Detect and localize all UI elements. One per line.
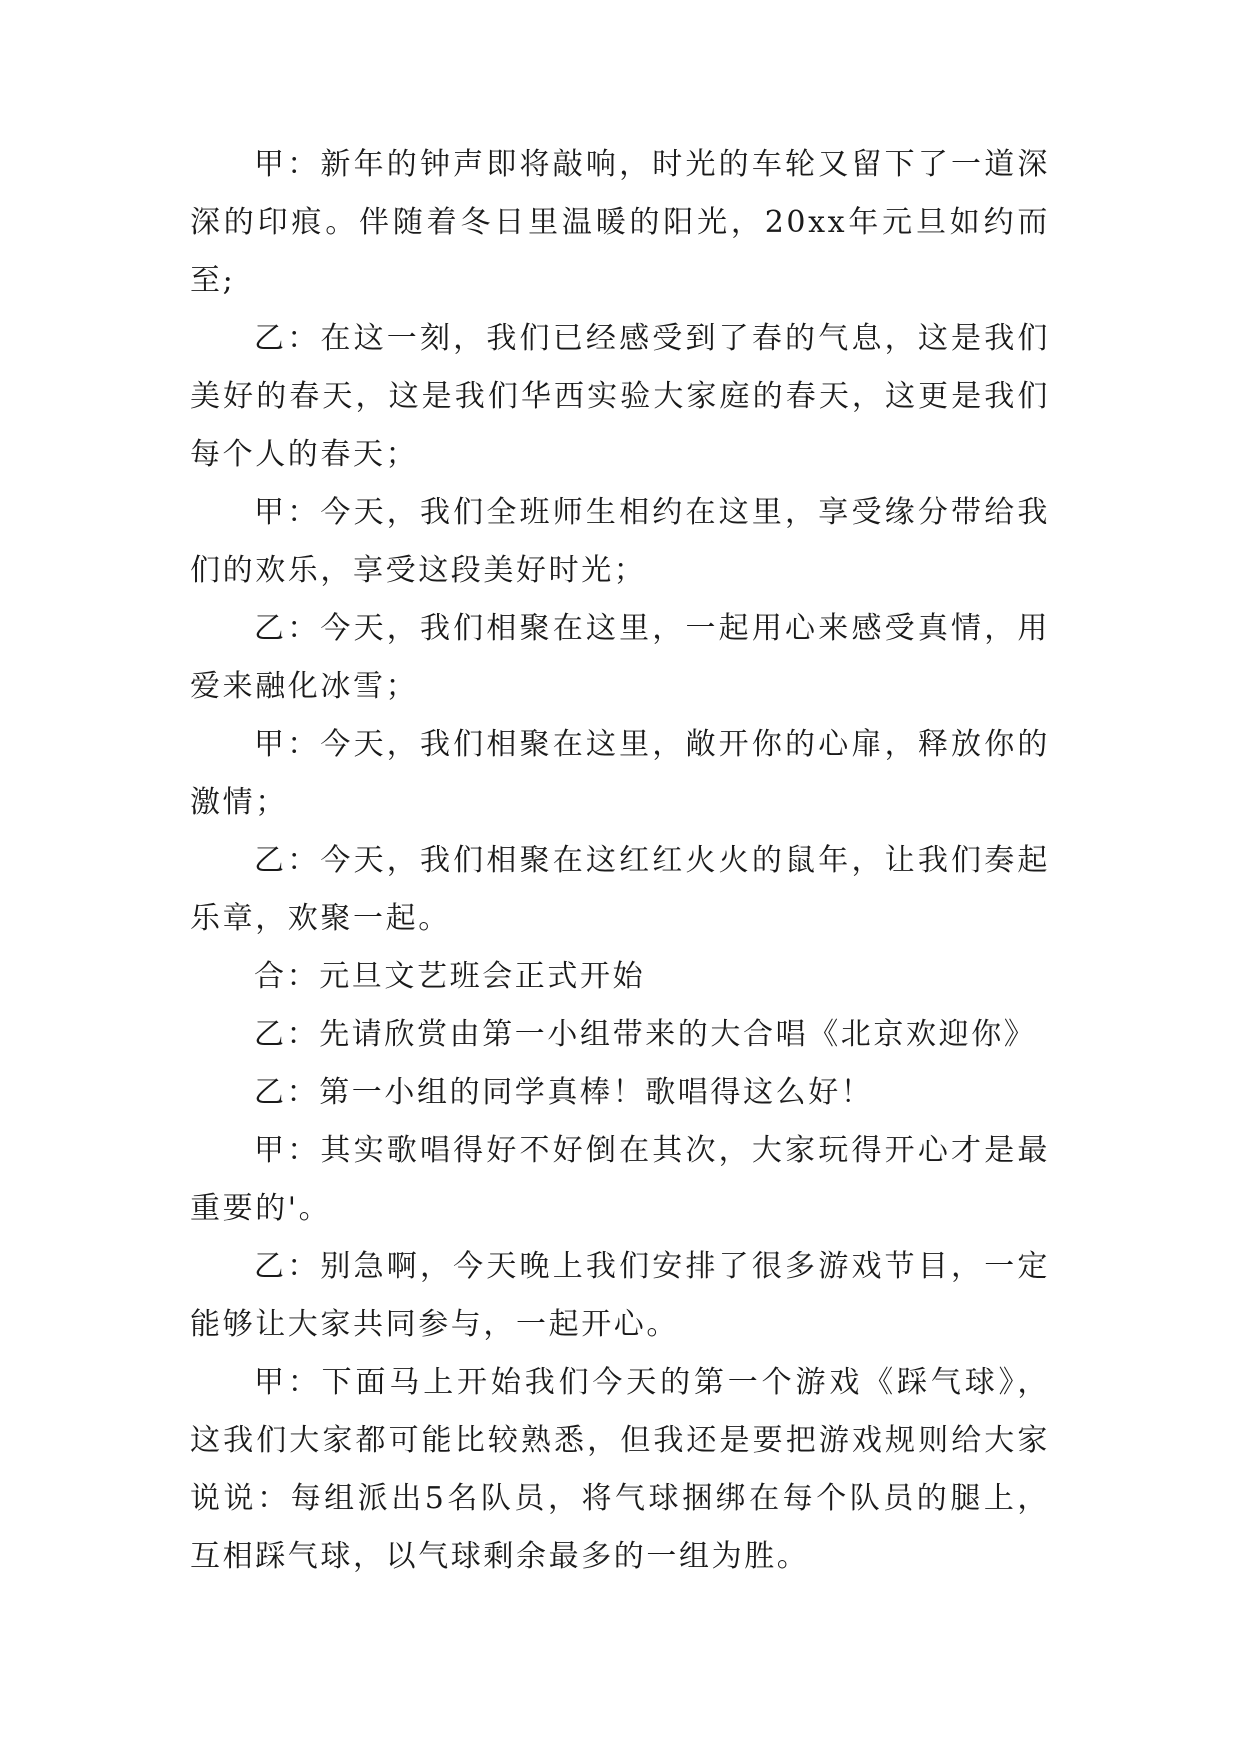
dialogue-paragraph: 甲：下面马上开始我们今天的第一个游戏《踩气球》，这我们大家都可能比较熟悉，但我还是要把游戏规则给大家说说：每组派出5名队员，将气球捆绑在每个队员的腿上，互相踩气球，以气球剩余最多的一组为胜。 <box>190 1365 1050 1574</box>
dialogue-paragraph: 甲：今天，我们全班师生相约在这里，享受缘分带给我们的欢乐，享受这段美好时光； <box>190 495 1050 588</box>
dialogue-paragraph: 乙：先请欣赏由第一小组带来的大合唱《北京欢迎你》 <box>254 1017 1037 1052</box>
dialogue-paragraph: 甲：今天，我们相聚在这里，敞开你的心扉，释放你的激情； <box>190 727 1050 820</box>
dialogue-paragraph: 甲：新年的钟声即将敲响，时光的车轮又留下了一道深深的印痕。伴随着冬日里温暖的阳光，20xx年元旦如约而至; <box>190 147 1050 298</box>
dialogue-paragraph: 乙：在这一刻，我们已经感受到了春的气息，这是我们美好的春天，这是我们华西实验大家庭的春天，这更是我们每个人的春天； <box>190 321 1050 472</box>
dialogue-paragraph: 乙：别急啊，今天晚上我们安排了很多游戏节目，一定能够让大家共同参与，一起开心。 <box>190 1249 1050 1342</box>
dialogue-paragraph: 乙：今天，我们相聚在这红红火火的鼠年，让我们奏起乐章，欢聚一起。 <box>190 843 1050 936</box>
dialogue-paragraph: 乙：今天，我们相聚在这里，一起用心来感受真情，用爱来融化冰雪； <box>190 611 1050 704</box>
dialogue-paragraph: 乙：第一小组的同学真棒！歌唱得这么好！ <box>254 1075 874 1110</box>
dialogue-paragraph: 甲：其实歌唱得好不好倒在其次，大家玩得开心才是最重要的'。 <box>190 1133 1050 1226</box>
dialogue-paragraph: 合：元旦文艺班会正式开始 <box>254 959 646 994</box>
document-body <box>190 136 1050 1586</box>
